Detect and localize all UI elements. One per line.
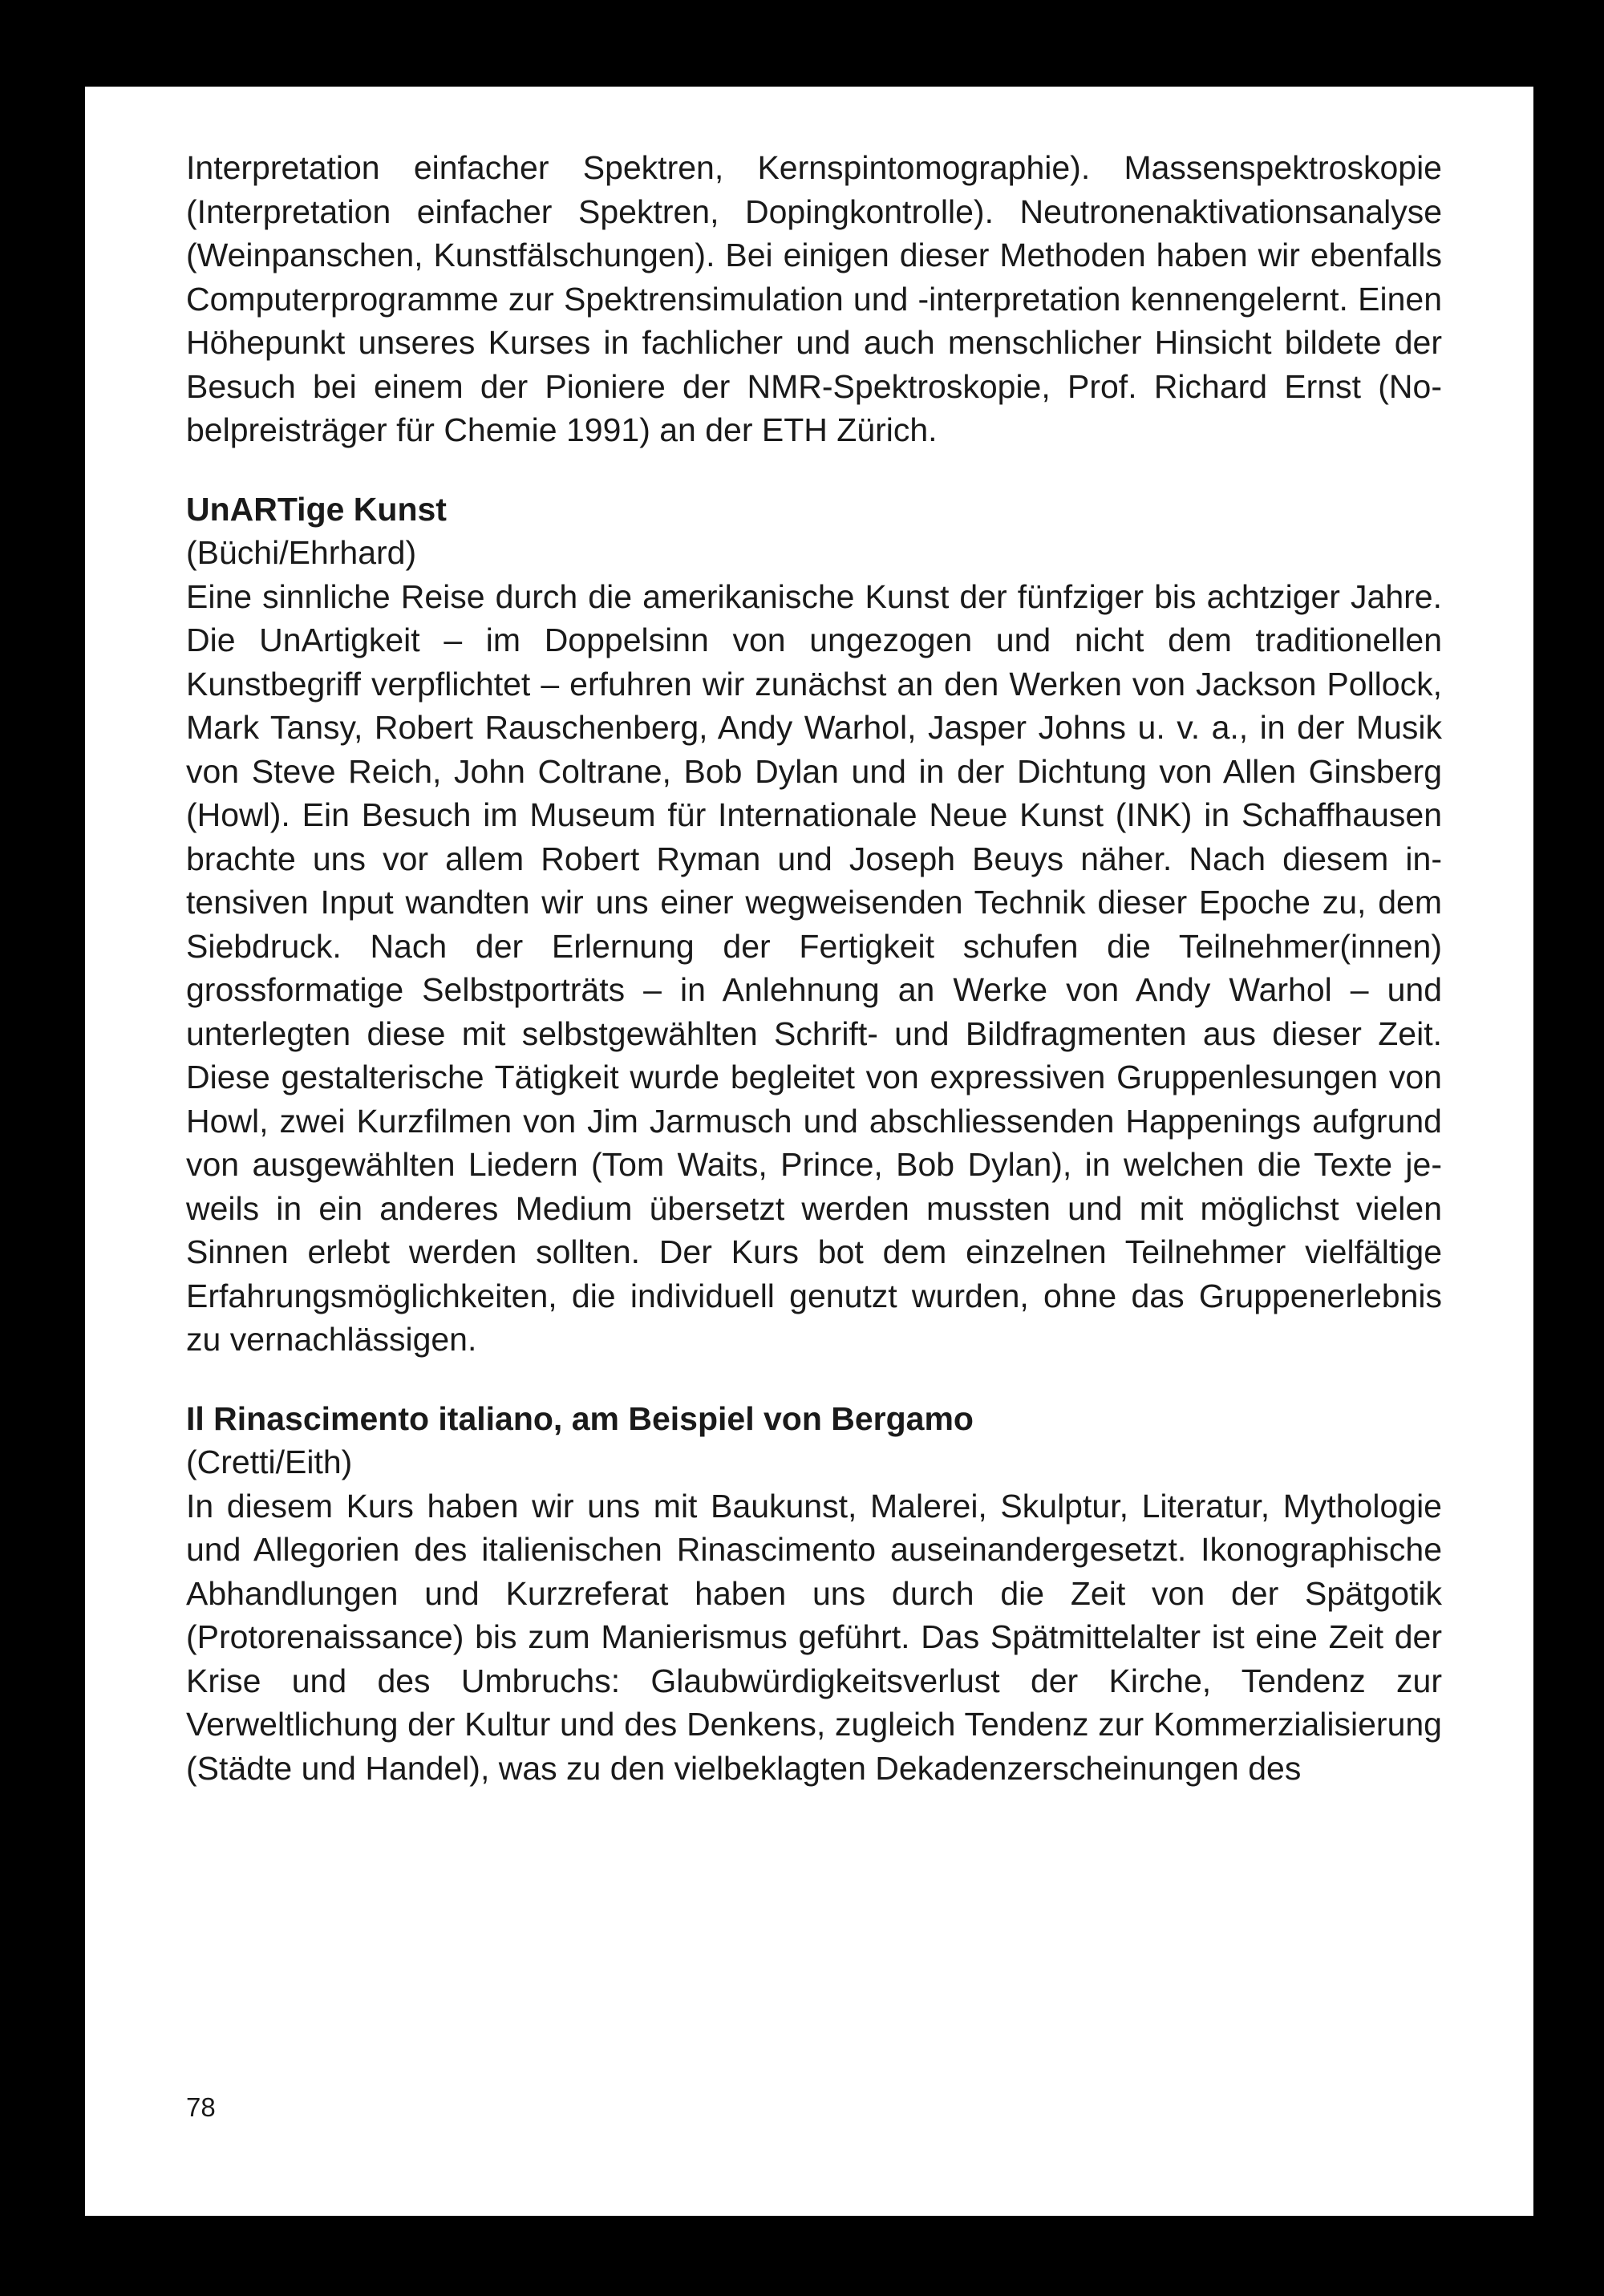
section-heading: UnARTige Kunst xyxy=(186,490,447,528)
section-rinascimento xyxy=(186,1397,1442,1791)
section-body: In diesem Kurs haben wir uns mit Baukunst, Malerei, Skulptur, Literatur, Mythologie und Allegorien des italienischen Rinascimento auseinandergesetzt. Ikonographische Abhandlungen und Kurzreferat haben uns durch die Zeit von der Spätgotik (Protorenaissance) bis zum Manierismus geführt. Das Spätmittelalter ist eine Zeit der Krise und des Umbruchs: Glaubwürdigkeitsverlust der Kirche, Tendenz zur Verweltlichung der Kultur und des Denkens, zugleich Tendenz zur Kommerzialisierung (Städte und Handel), was zu den vielbeklagten Dekadenzerscheinungen des xyxy=(186,1487,1442,1787)
text-column xyxy=(186,146,1442,1790)
intro-paragraph: Interpretation einfacher Spektren, Kernspintomographie). Massenspektroskopie (Interpretation einfacher Spektren, Dopingkontrolle). Neutronenaktivationsanalyse (Weinpanschen, Kunstfälschungen). Bei einigen dieser Methoden haben wir ebenfalls Computerprogramme zur Spektrensimulation und -interpretation kennengelernt. Einen Höhepunkt unseres Kurses in fachlicher und auch menschlicher Hinsicht bildete der Besuch bei einem der Pioniere der NMR-Spektroskopie, Prof. Richard Ernst (Nobelpreisträger für Chemie 1991) an der ETH Zürich. xyxy=(186,149,1442,448)
section-body: Eine sinnliche Reise durch die amerikanische Kunst der fünfziger bis achtziger Jahre. Die UnArtigkeit – im Doppelsinn von ungezogen und nicht dem traditionellen Kunstbegriff verpflichtet – erfuhren wir zunächst an den Werken von Jackson Pollock, Mark Tansy, Robert Rauschenberg, Andy Warhol, Jasper Johns u. v. a., in der Musik von Steve Reich, John Coltrane, Bob Dylan und in der Dichtung von Allen Ginsberg (Howl). Ein Besuch im Museum für Internationale Neue Kunst (INK) in Schaffhausen brachte uns vor allem Robert Ryman und Joseph Beuys näher. Nach diesem intensiven Input wandten wir uns einer wegweisenden Technik dieser Epoche zu, dem Siebdruck. Nach der Erlernung der Fertigkeit schufen die Teilnehmer(innen) grossformatige Selbstporträts – in Anlehnung an Werke von Andy Warhol – und unterlegten diese mit selbstgewählten Schrift- und Bildfragmenten aus dieser Zeit. Diese gestalterische Tätigkeit wurde begleitet von expressiven Gruppenlesungen von Howl, zwei Kurzfilmen von Jim Jarmusch und abschliessenden Happenings aufgrund von ausgewählten Liedern (Tom Waits, Prince, Bob Dylan), in welchen die Texte jeweils in ein anderes Medium übersetzt werden mussten und mit möglichst vielen Sinnen erlebt werden sollten. Der Kurs bot dem einzelnen Teilnehmer vielfältige Erfahrungsmöglichkeiten, die individuell genutzt wurden, ohne das Gruppenerlebnis zu vernachlässigen. xyxy=(186,577,1442,1358)
section-heading: Il Rinascimento italiano, am Beispiel von Bergamo xyxy=(186,1399,974,1437)
section-authors: (Cretti/Eith) xyxy=(186,1444,353,1480)
section-authors: (Büchi/Ehrhard) xyxy=(186,534,417,571)
section-unartige-kunst xyxy=(186,488,1442,1362)
page-number: 78 xyxy=(186,2092,216,2122)
